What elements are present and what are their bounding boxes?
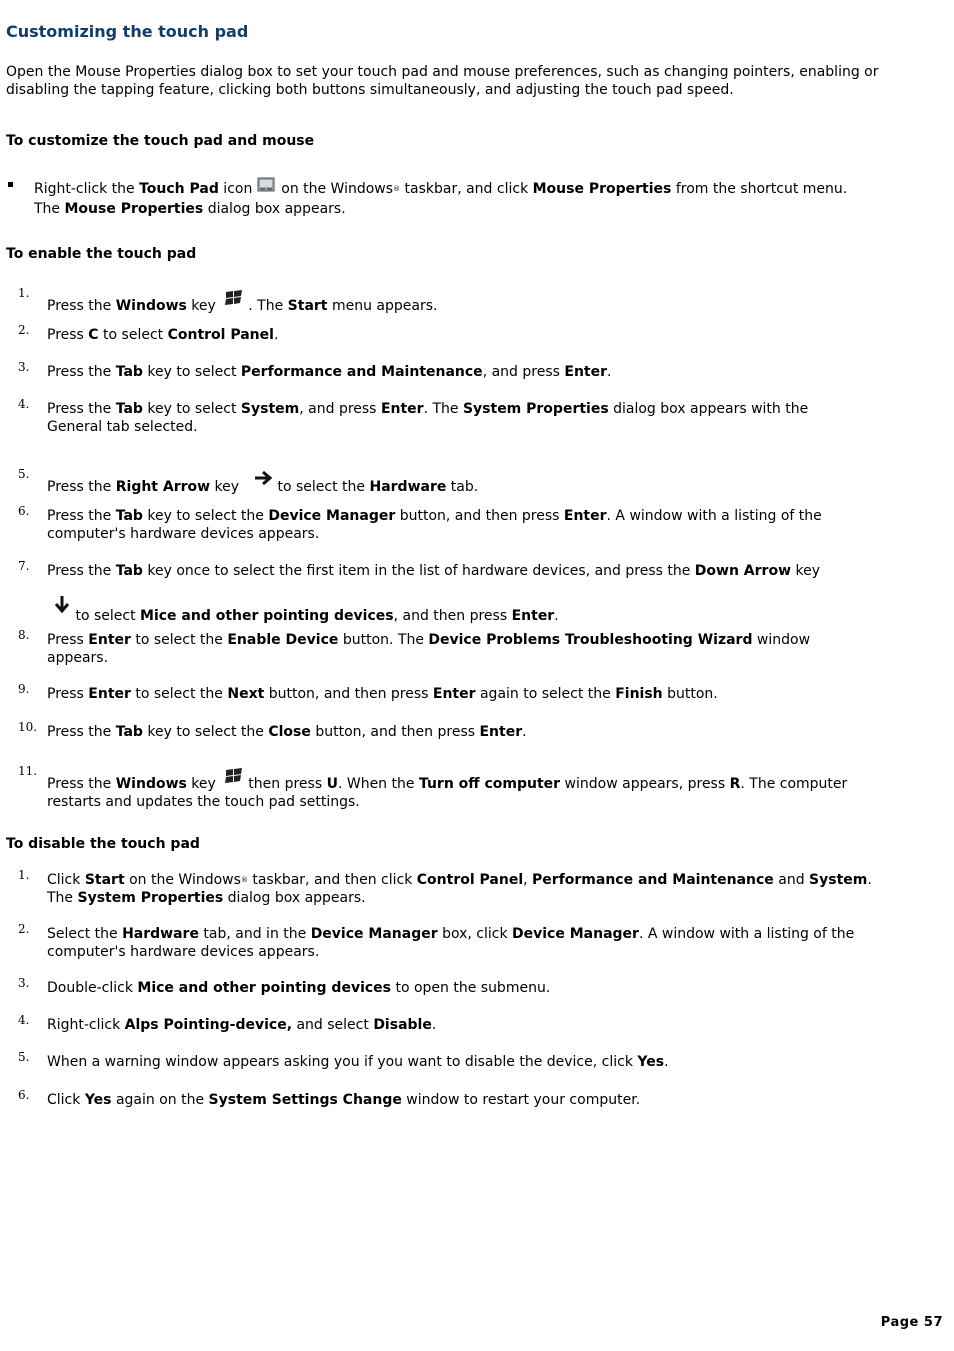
- text: to select the: [130, 686, 228, 702]
- text: key: [791, 563, 820, 579]
- text: Tab: [115, 364, 143, 380]
- text: Enter: [88, 632, 131, 648]
- text: .: [607, 364, 612, 380]
- text: dialog box appears with the: [608, 401, 809, 417]
- text: key: [186, 776, 221, 792]
- text: Finish: [615, 686, 663, 702]
- text: taskbar, and then click: [247, 872, 417, 888]
- text: The: [47, 890, 78, 906]
- text: . A window with a listing of the: [606, 508, 822, 524]
- text: Right-click: [47, 1017, 125, 1033]
- text: The: [34, 201, 65, 217]
- text: window appears, press: [560, 776, 730, 792]
- text: Tab: [115, 563, 143, 579]
- step-number: 2.: [18, 922, 30, 936]
- step-number: 3.: [18, 360, 30, 374]
- text: Enter: [564, 364, 607, 380]
- right-arrow-icon: [254, 470, 274, 491]
- text: Mouse Properties: [64, 201, 204, 217]
- page-title: Customizing the touch pad: [6, 22, 249, 41]
- text: , and press: [299, 401, 381, 417]
- text: key to select: [142, 364, 241, 380]
- text: Mice and other pointing devices: [140, 608, 394, 624]
- text: taskbar, and click: [400, 181, 533, 197]
- text: Enter: [511, 608, 555, 624]
- text: on the Windows: [124, 872, 241, 888]
- text: Disable: [373, 1017, 432, 1033]
- text: Enter: [563, 508, 607, 524]
- touchpad-icon: [257, 177, 277, 200]
- text: box, click: [437, 926, 513, 942]
- text: Press the: [47, 724, 116, 740]
- text: Tab: [115, 724, 143, 740]
- text: button.: [662, 686, 718, 702]
- step-number: 3.: [18, 976, 30, 990]
- text: Double-click: [47, 980, 138, 996]
- text: Touch Pad: [139, 181, 219, 197]
- text: Turn off computer: [418, 776, 561, 792]
- section-heading-customize: To customize the touch pad and mouse: [6, 133, 315, 149]
- text: key to select the: [142, 508, 269, 524]
- step-number: 10.: [18, 720, 38, 734]
- text: key: [210, 479, 244, 495]
- text: button. The: [338, 632, 429, 648]
- text: Press the: [47, 776, 116, 792]
- text: . The: [423, 401, 463, 417]
- text: Right Arrow: [115, 479, 211, 495]
- text: , and then press: [393, 608, 512, 624]
- text: and select: [292, 1017, 374, 1033]
- text: on the Windows: [276, 181, 394, 197]
- text: Start: [84, 872, 125, 888]
- bullet-marker: [8, 182, 13, 187]
- text: Hardware: [369, 479, 447, 495]
- down-arrow-icon: [53, 595, 71, 620]
- text: Alps Pointing-device,: [124, 1017, 293, 1033]
- text: Press the: [47, 508, 116, 524]
- text: tab.: [446, 479, 479, 495]
- text: then press: [248, 776, 327, 792]
- text: Press: [47, 686, 89, 702]
- windows-key-icon: [224, 289, 244, 312]
- text: tab, and in the: [198, 926, 311, 942]
- text: dialog box appears.: [223, 890, 366, 906]
- text: key: [186, 298, 221, 314]
- text: . The computer: [740, 776, 848, 792]
- text: dialog box appears.: [203, 201, 346, 217]
- text: Mouse Properties: [532, 181, 672, 197]
- text: button, and then press: [310, 724, 480, 740]
- text: ®: [393, 185, 401, 193]
- text: R: [729, 776, 741, 792]
- text: U: [326, 776, 338, 792]
- text: computer's hardware devices appears.: [47, 526, 320, 542]
- text: Close: [268, 724, 311, 740]
- text: Press the: [47, 364, 116, 380]
- text: Yes: [637, 1054, 665, 1070]
- step-number: 1.: [18, 286, 30, 300]
- text: again on the: [111, 1092, 209, 1108]
- text: Press the: [47, 479, 116, 495]
- text: window: [752, 632, 811, 648]
- text: .: [431, 1017, 437, 1033]
- text: Control Panel: [416, 872, 524, 888]
- text: to select: [98, 327, 168, 343]
- text: Select the: [47, 926, 123, 942]
- text: Tab: [115, 401, 143, 417]
- text: Press the: [47, 298, 116, 314]
- text: . When the: [337, 776, 419, 792]
- text: System: [809, 872, 868, 888]
- text: C: [88, 327, 99, 343]
- step-number: 4.: [18, 397, 30, 411]
- text: . The: [248, 298, 288, 314]
- text: Performance and Maintenance: [240, 364, 483, 380]
- text: . A window with a listing of the: [638, 926, 855, 942]
- text: to select the: [277, 479, 370, 495]
- text: Device Manager: [512, 926, 639, 942]
- step-number: 6.: [18, 1088, 30, 1102]
- text: Click: [47, 872, 85, 888]
- text: Device Manager: [310, 926, 438, 942]
- text: button, and then press: [264, 686, 433, 702]
- text: to select the: [130, 632, 228, 648]
- text: .: [554, 608, 559, 624]
- text: Mice and other pointing devices: [137, 980, 391, 996]
- text: from the shortcut menu.: [671, 181, 848, 197]
- step-number: 5.: [18, 467, 30, 481]
- text: icon: [218, 181, 257, 197]
- text: System Properties: [77, 890, 224, 906]
- text: Click: [47, 1092, 85, 1108]
- text: Press: [47, 632, 89, 648]
- text: key to select: [142, 401, 241, 417]
- text: Enter: [88, 686, 131, 702]
- text: to select: [71, 608, 141, 624]
- text: Enable Device: [227, 632, 339, 648]
- windows-key-icon: [224, 767, 244, 790]
- text: System: [240, 401, 300, 417]
- step-number: 5.: [18, 1050, 30, 1064]
- text: Device Manager: [268, 508, 396, 524]
- text: menu appears.: [327, 298, 438, 314]
- text: General tab selected.: [47, 419, 198, 435]
- text: Hardware: [122, 926, 199, 942]
- text: Enter: [380, 401, 424, 417]
- step-number: 11.: [18, 764, 38, 778]
- step-number: 2.: [18, 323, 30, 337]
- text: Right-click the: [34, 181, 140, 197]
- intro-paragraph: Open the Mouse Properties dialog box to set your touch pad and mouse preferences, such as changing pointers, enabling or disabling the tapping feature, clicking both buttons simultaneously, and adjusting the touch pad speed.: [6, 64, 879, 98]
- step-number: 8.: [18, 628, 30, 642]
- text: When a warning window appears asking you if you want to disable the device, click: [47, 1054, 638, 1070]
- text: Windows: [115, 776, 187, 792]
- text: ®: [240, 876, 248, 884]
- section-heading-disable: To disable the touch pad: [6, 836, 200, 852]
- text: button, and then press: [395, 508, 564, 524]
- text: Windows: [115, 298, 187, 314]
- text: ,: [523, 872, 533, 888]
- text: Press the: [47, 563, 116, 579]
- text: .: [273, 327, 279, 343]
- step-number: 6.: [18, 504, 30, 518]
- text: to open the submenu.: [391, 980, 551, 996]
- text: .: [522, 724, 527, 740]
- text: Press: [47, 327, 89, 343]
- text: restarts and updates the touch pad settings.: [47, 794, 360, 810]
- text: System Properties: [462, 401, 609, 417]
- text: .: [664, 1054, 669, 1070]
- text: appears.: [47, 650, 109, 666]
- step-number: 1.: [18, 868, 30, 882]
- text: key to select the: [142, 724, 269, 740]
- text: System Settings Change: [208, 1092, 402, 1108]
- page-number: Page 57: [880, 1315, 943, 1330]
- section-heading-enable: To enable the touch pad: [6, 246, 197, 262]
- text: Next: [227, 686, 265, 702]
- text: Yes: [84, 1092, 112, 1108]
- text: Performance and Maintenance: [532, 872, 774, 888]
- text: Start: [287, 298, 328, 314]
- text: computer's hardware devices appears.: [47, 944, 320, 960]
- text: window to restart your computer.: [401, 1092, 641, 1108]
- text: and: [773, 872, 810, 888]
- text: Enter: [479, 724, 523, 740]
- text: Press the: [47, 401, 116, 417]
- text: , and press: [482, 364, 565, 380]
- text: again to select the: [475, 686, 616, 702]
- text: .: [867, 872, 872, 888]
- text: Device Problems Troubleshooting Wizard: [428, 632, 753, 648]
- text: Control Panel: [167, 327, 274, 343]
- text: Enter: [432, 686, 476, 702]
- step-number: 7.: [18, 559, 30, 573]
- step-number: 4.: [18, 1013, 30, 1027]
- text: Tab: [115, 508, 143, 524]
- text: key once to select the first item in the list of hardware devices, and press the: [142, 563, 695, 579]
- step-number: 9.: [18, 682, 30, 696]
- text: Down Arrow: [694, 563, 792, 579]
